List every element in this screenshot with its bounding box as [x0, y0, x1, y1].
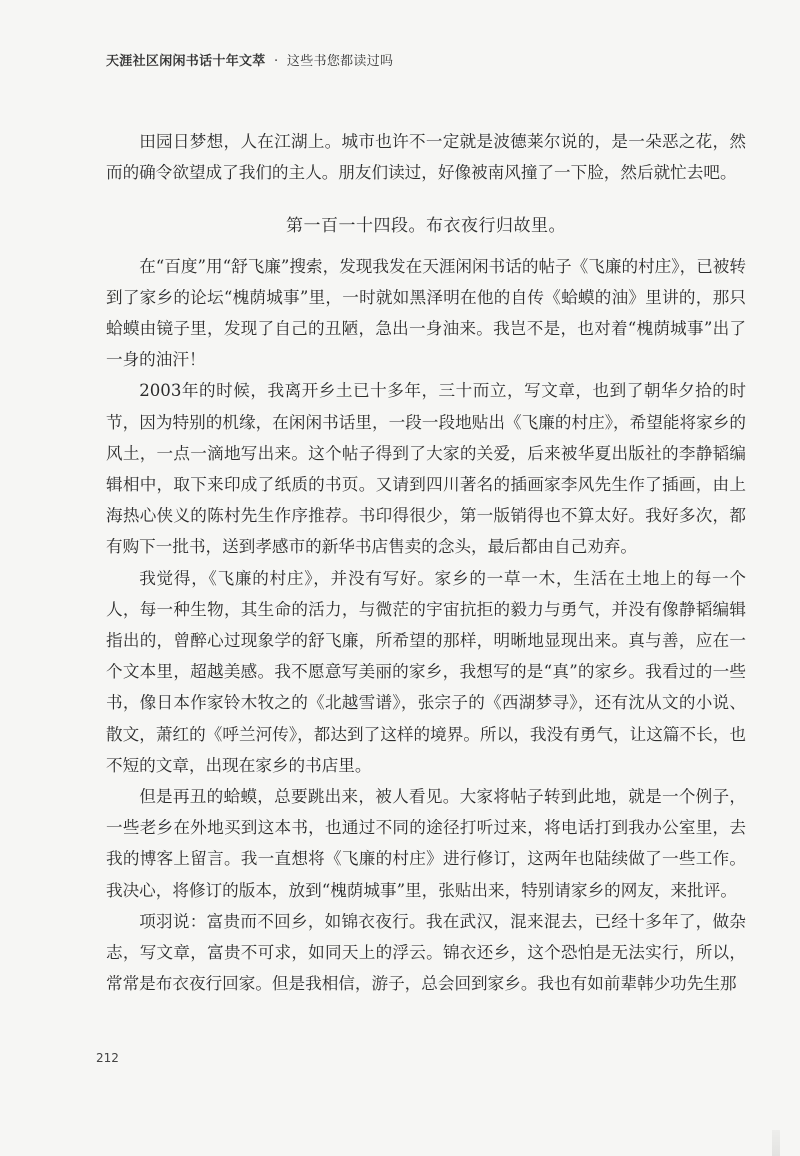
book-title: 天涯社区闲闲书话十年文萃	[106, 54, 266, 69]
header-separator: ·	[274, 54, 279, 69]
paragraph: 在“百度”用“舒飞廉”搜索，发现我发在天涯闲闲书话的帖子《飞廉的村庄》，已被转到了家乡的论坛“槐荫城事”里，一时就如黑泽明在他的自传《蛤蟆的油》里讲的，那只蛤蟆由镜子里，发现了自己的丑陋，急出一身油来。我岂不是，也对着“槐荫城事”出了一身的油汗！	[106, 256, 746, 370]
body-text	[106, 126, 746, 999]
page-edge-shadow	[772, 1130, 780, 1156]
paragraph: 项羽说：富贵而不回乡，如锦衣夜行。我在武汉，混来混去，已经十多年了，做杂志，写文章，富贵不可求，如同天上的浮云。锦衣还乡，这个恐怕是无法实行，所以，常常是布衣夜行回家。但是我相信，游子，总会回到家乡。我也有如前辈韩少功先生那	[106, 911, 746, 994]
paragraph: 田园日梦想，人在江湖上。城市也许不一定就是波德莱尔说的，是一朵恶之花，然而的确令欲望成了我们的主人。朋友们读过，好像被南风撞了一下脸，然后就忙去吧。	[106, 132, 746, 183]
paragraph: 我觉得，《飞廉的村庄》，并没有写好。家乡的一草一木，生活在土地上的每一个人，每一种生物，其生命的活力，与微茫的宇宙抗拒的毅力与勇气，并没有像静韬编辑指出的，曾醉心过现象学的舒飞廉，所希望的那样，明晰地显现出来。真与善，应在一个文本里，超越美感。我不愿意写美丽的家乡，我想写的是“真”的家乡。我看过的一些书，像日本作家铃木牧之的《北越雪谱》，张宗子的《西湖梦寻》，还有沈从文的小说、散文，萧红的《呼兰河传》，都达到了这样的境界。所以，我没有勇气，让这篇不长，也不短的文章，出现在家乡的书店里。	[106, 568, 746, 775]
section-title: 这些书您都读过吗	[286, 54, 394, 69]
paragraph: 2003年的时候，我离开乡土已十多年，三十而立，写文章，也到了朝华夕拾的时节，因为特别的机缘，在闲闲书话里，一段一段地贴出《飞廉的村庄》，希望能将家乡的风土，一点一滴地写出来。这个帖子得到了大家的关爱，后来被华夏出版社的李静韬编辑相中，取下来印成了纸质的书页。又请到四川著名的插画家李风先生作了插画，由上海热心侠义的陈村先生作序推荐。书印得很少，第一版销得也不算太好。我好多次，都有购下一批书，送到孝感市的新华书店售卖的念头，最后都由自己劝弃。	[106, 381, 746, 557]
paragraph: 但是再丑的蛤蟆，总要跳出来，被人看见。大家将帖子转到此地，就是一个例子，一些老乡在外地买到这本书，也通过不同的途径打听过来，将电话打到我办公室里，去我的博客上留言。我一直想将《飞廉的村庄》进行修订，这两年也陆续做了一些工作。我决心，将修订的版本，放到“槐荫城事”里，张贴出来，特别请家乡的网友，来批评。	[106, 787, 746, 900]
running-header	[106, 50, 393, 69]
page-number: 212	[96, 1051, 119, 1065]
section-heading: 第一百一十四段。布衣夜行归故里。	[286, 216, 566, 237]
